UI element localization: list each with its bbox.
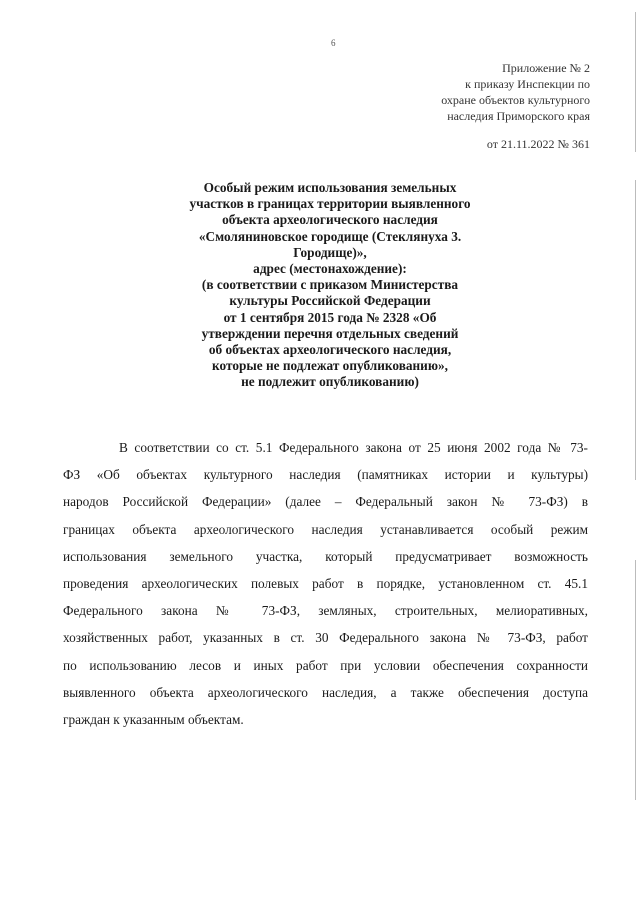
appendix-line: охране объектов культурного [441, 93, 590, 107]
body-line: хозяйственных работ, указанных в ст. 30 Федерального закона № 73-ФЗ, работ [63, 630, 588, 646]
body-line: границах объекта археологического наследия устанавливается особый режим [63, 521, 588, 537]
appendix-date: от 21.11.2022 № 361 [486, 137, 590, 151]
appendix-line: к приказу Инспекции по [465, 77, 590, 91]
title-line: культуры Российской Федерации [229, 293, 431, 309]
title-line: объекта археологического наследия [222, 212, 438, 228]
body-line: граждан к указанным объектам. [63, 711, 244, 727]
appendix-header [330, 60, 590, 124]
appendix-line: Приложение № 2 [502, 61, 590, 75]
title-line: участков в границах территории выявленного [189, 196, 471, 212]
body-paragraph [63, 434, 588, 733]
body-line: Федерального закона № 73-ФЗ, земляных, строительных, мелиоративных, [63, 603, 588, 619]
body-line: народов Российской Федерации» (далее – Федеральный закон № 73-ФЗ) в [63, 494, 588, 510]
page-mark: 6 [331, 38, 336, 48]
title-line: «Смоляниновское городище (Стеклянуха 3. [198, 228, 462, 244]
title-line: Особый режим использования земельных [203, 180, 457, 195]
title-line: которые не подлежат опубликованию», [212, 358, 448, 374]
body-line: по использованию лесов и иных работ при условии обеспечения сохранности [63, 657, 588, 673]
title-line: не подлежит опубликованию) [241, 374, 419, 390]
title-line: от 1 сентября 2015 года № 2328 «Об [223, 309, 437, 325]
scan-edge-line [635, 560, 636, 800]
title-line: об объектах археологического наследия, [208, 342, 452, 358]
document-title [130, 180, 530, 391]
body-line: ФЗ «Об объектах культурного наследия (памятниках истории и культуры) [63, 467, 588, 483]
appendix-line: наследия Приморского края [447, 109, 590, 123]
title-line: Городище)», [293, 244, 367, 260]
body-line: использования земельного участка, который предусматривает возможность [63, 548, 588, 564]
body-line: В соответствии со ст. 5.1 Федерального закона от 25 июня 2002 года № 73- [119, 440, 588, 455]
title-line: (в соответствии с приказом Министерства [201, 277, 459, 293]
body-line: проведения археологических полевых работ в порядке, установленном ст. 45.1 [63, 575, 588, 591]
title-line: адрес (местонахождение): [253, 261, 407, 277]
body-line: выявленного объекта археологического наследия, а также обеспечения доступа [63, 684, 588, 700]
scan-edge-line [635, 12, 636, 152]
title-line: утверждении перечня отдельных сведений [201, 325, 459, 341]
scan-edge-line [635, 180, 636, 480]
